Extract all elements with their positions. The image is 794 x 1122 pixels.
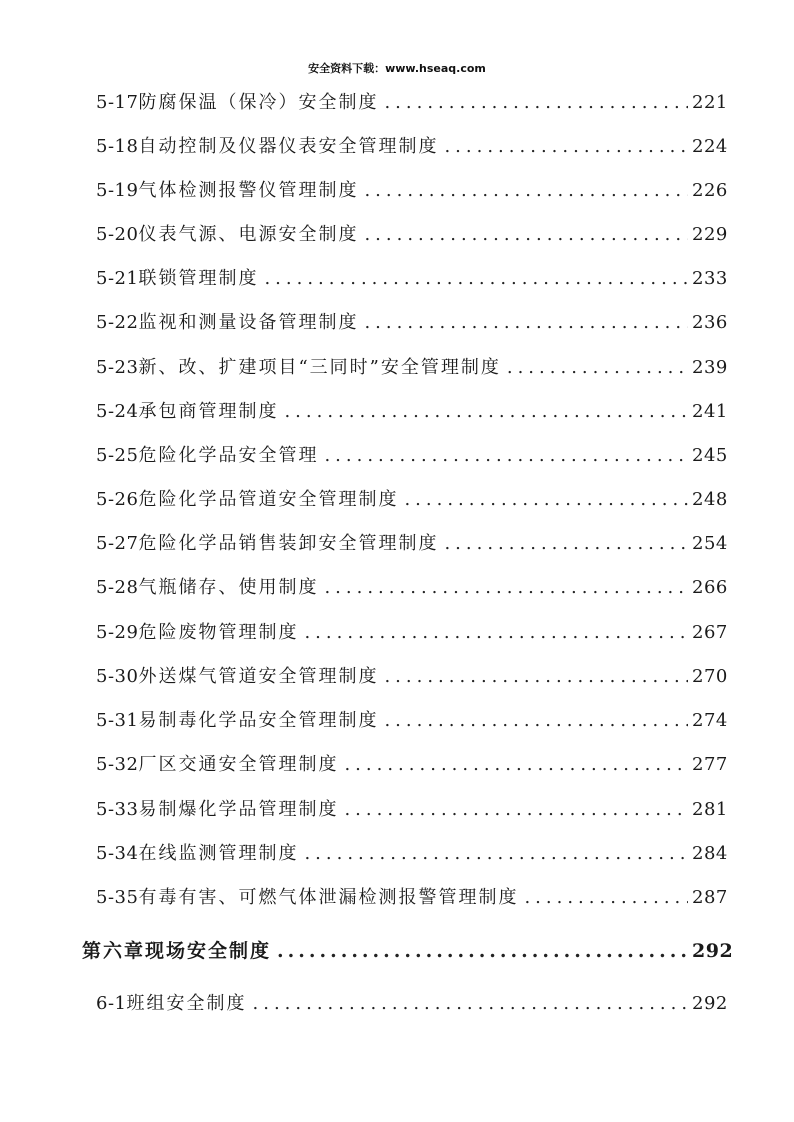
toc-entry-title: 气瓶储存、使用制度 (138, 577, 319, 598)
toc-entry-number: 5-34 (96, 843, 139, 864)
dot-leader (304, 839, 688, 869)
toc-entry[interactable] (96, 989, 726, 1019)
dot-leader (364, 308, 688, 338)
toc-entry-number: 5-26 (96, 489, 139, 510)
toc-entry-page: 292 (692, 993, 728, 1014)
toc-entry-number: 5-24 (96, 401, 139, 422)
toc-entry-page: 248 (692, 489, 728, 510)
dot-leader (324, 441, 688, 471)
dot-leader (507, 353, 688, 383)
toc-entry[interactable] (96, 795, 726, 825)
toc-entry-number: 5-27 (96, 533, 139, 554)
toc-entry-title: 承包商管理制度 (138, 401, 279, 422)
toc-entry[interactable] (96, 706, 726, 736)
toc-entry-number: 5-22 (96, 312, 139, 333)
toc-entry-page: 239 (692, 357, 728, 378)
dot-leader (304, 618, 688, 648)
toc-entry[interactable] (96, 618, 726, 648)
toc-entry-number: 5-28 (96, 577, 139, 598)
toc-entry[interactable] (96, 220, 726, 250)
dot-leader (444, 132, 688, 162)
toc-entry-page: 221 (692, 92, 728, 113)
dot-leader (364, 220, 688, 250)
toc-entry-title: 易制爆化学品管理制度 (138, 799, 339, 820)
toc-entry-title: 新、改、扩建项目“三同时”安全管理制度 (138, 357, 501, 378)
toc-entry-page: 241 (692, 401, 728, 422)
toc-entry-number: 5-31 (96, 710, 139, 731)
dot-leader (444, 529, 688, 559)
toc-entry-page: 266 (692, 577, 728, 598)
dot-leader (384, 706, 688, 736)
toc-entry-number: 5-21 (96, 268, 139, 289)
toc-entry-number: 5-35 (96, 887, 139, 908)
toc-entry[interactable] (96, 88, 726, 118)
toc-entry-number: 5-18 (96, 136, 139, 157)
toc-entry-page: 233 (692, 268, 728, 289)
toc-entry[interactable] (96, 397, 726, 427)
toc-entry-title: 联锁管理制度 (138, 268, 259, 289)
toc-entry[interactable] (96, 750, 726, 780)
toc-entry-page: 281 (692, 799, 728, 820)
toc-chapter-entry[interactable] (82, 936, 734, 966)
toc-entry-title: 危险化学品销售装卸安全管理制度 (138, 533, 439, 554)
dot-leader (524, 883, 688, 913)
toc-entry-page: 270 (692, 666, 728, 687)
toc-entry-number: 5-23 (96, 357, 139, 378)
toc-entry[interactable] (96, 441, 726, 471)
toc-entry-page: 226 (692, 180, 728, 201)
toc-entry-page: 274 (692, 710, 728, 731)
toc-entry-title: 有毒有害、可燃气体泄漏检测报警管理制度 (138, 887, 519, 908)
toc-entry[interactable] (96, 485, 726, 515)
toc-entry-title: 气体检测报警仪管理制度 (138, 180, 359, 201)
toc-entry-number: 6-1 (96, 993, 127, 1014)
toc-entry-number: 5-29 (96, 622, 139, 643)
toc-entry-page: 267 (692, 622, 728, 643)
toc-entry-number: 5-20 (96, 224, 139, 245)
toc-entry-title: 防腐保温（保冷）安全制度 (138, 92, 379, 113)
toc-entry-title: 危险化学品管道安全管理制度 (138, 489, 399, 510)
dot-leader (364, 176, 688, 206)
dot-leader (277, 936, 688, 966)
toc-entry[interactable] (96, 662, 726, 692)
dot-leader (404, 485, 688, 515)
dot-leader (344, 795, 688, 825)
toc-entry-page: 236 (692, 312, 728, 333)
toc-entry[interactable] (96, 132, 726, 162)
toc-entry-title: 外送煤气管道安全管理制度 (138, 666, 379, 687)
toc-entry-title: 危险废物管理制度 (138, 622, 299, 643)
toc-entry-title: 厂区交通安全管理制度 (138, 754, 339, 775)
dot-leader (284, 397, 688, 427)
page-header: 安全资料下载：www.hseaq.com (308, 62, 486, 75)
toc-entry-number: 5-25 (96, 445, 139, 466)
toc-entry-page: 245 (692, 445, 728, 466)
dot-leader (264, 264, 688, 294)
toc-entry-page: 284 (692, 843, 728, 864)
toc-entry-title: 在线监测管理制度 (138, 843, 299, 864)
toc-entry-title: 监视和测量设备管理制度 (138, 312, 359, 333)
toc-chapter-title: 第六章现场安全制度 (82, 940, 272, 962)
dot-leader (384, 88, 688, 118)
dot-leader (384, 662, 688, 692)
toc-entry[interactable] (96, 883, 726, 913)
toc-entry-number: 5-30 (96, 666, 139, 687)
toc-entry[interactable] (96, 308, 726, 338)
toc-entry[interactable] (96, 264, 726, 294)
toc-entry-number: 5-19 (96, 180, 139, 201)
toc-entry[interactable] (96, 839, 726, 869)
toc-entry-page: 277 (692, 754, 728, 775)
toc-entry-title: 易制毒化学品安全管理制度 (138, 710, 379, 731)
toc-entry-page: 254 (692, 533, 728, 554)
toc-entry-number: 5-33 (96, 799, 139, 820)
dot-leader (324, 573, 688, 603)
toc-entry[interactable] (96, 176, 726, 206)
toc-entry-number: 5-17 (96, 92, 139, 113)
toc-entry-page: 224 (692, 136, 728, 157)
toc-entry[interactable] (96, 353, 726, 383)
toc-entry[interactable] (96, 573, 726, 603)
toc-entry-title: 危险化学品安全管理 (138, 445, 319, 466)
dot-leader (253, 989, 689, 1019)
toc-entry-title: 仪表气源、电源安全制度 (138, 224, 359, 245)
toc-entry-title: 自动控制及仪器仪表安全管理制度 (138, 136, 439, 157)
dot-leader (344, 750, 688, 780)
toc-entry-page: 229 (692, 224, 728, 245)
toc-entry-title: 班组安全制度 (126, 993, 247, 1014)
toc-entry-page: 287 (692, 887, 728, 908)
toc-entry[interactable] (96, 529, 726, 559)
toc-chapter-page: 292 (692, 940, 734, 962)
toc-entry-number: 5-32 (96, 754, 139, 775)
